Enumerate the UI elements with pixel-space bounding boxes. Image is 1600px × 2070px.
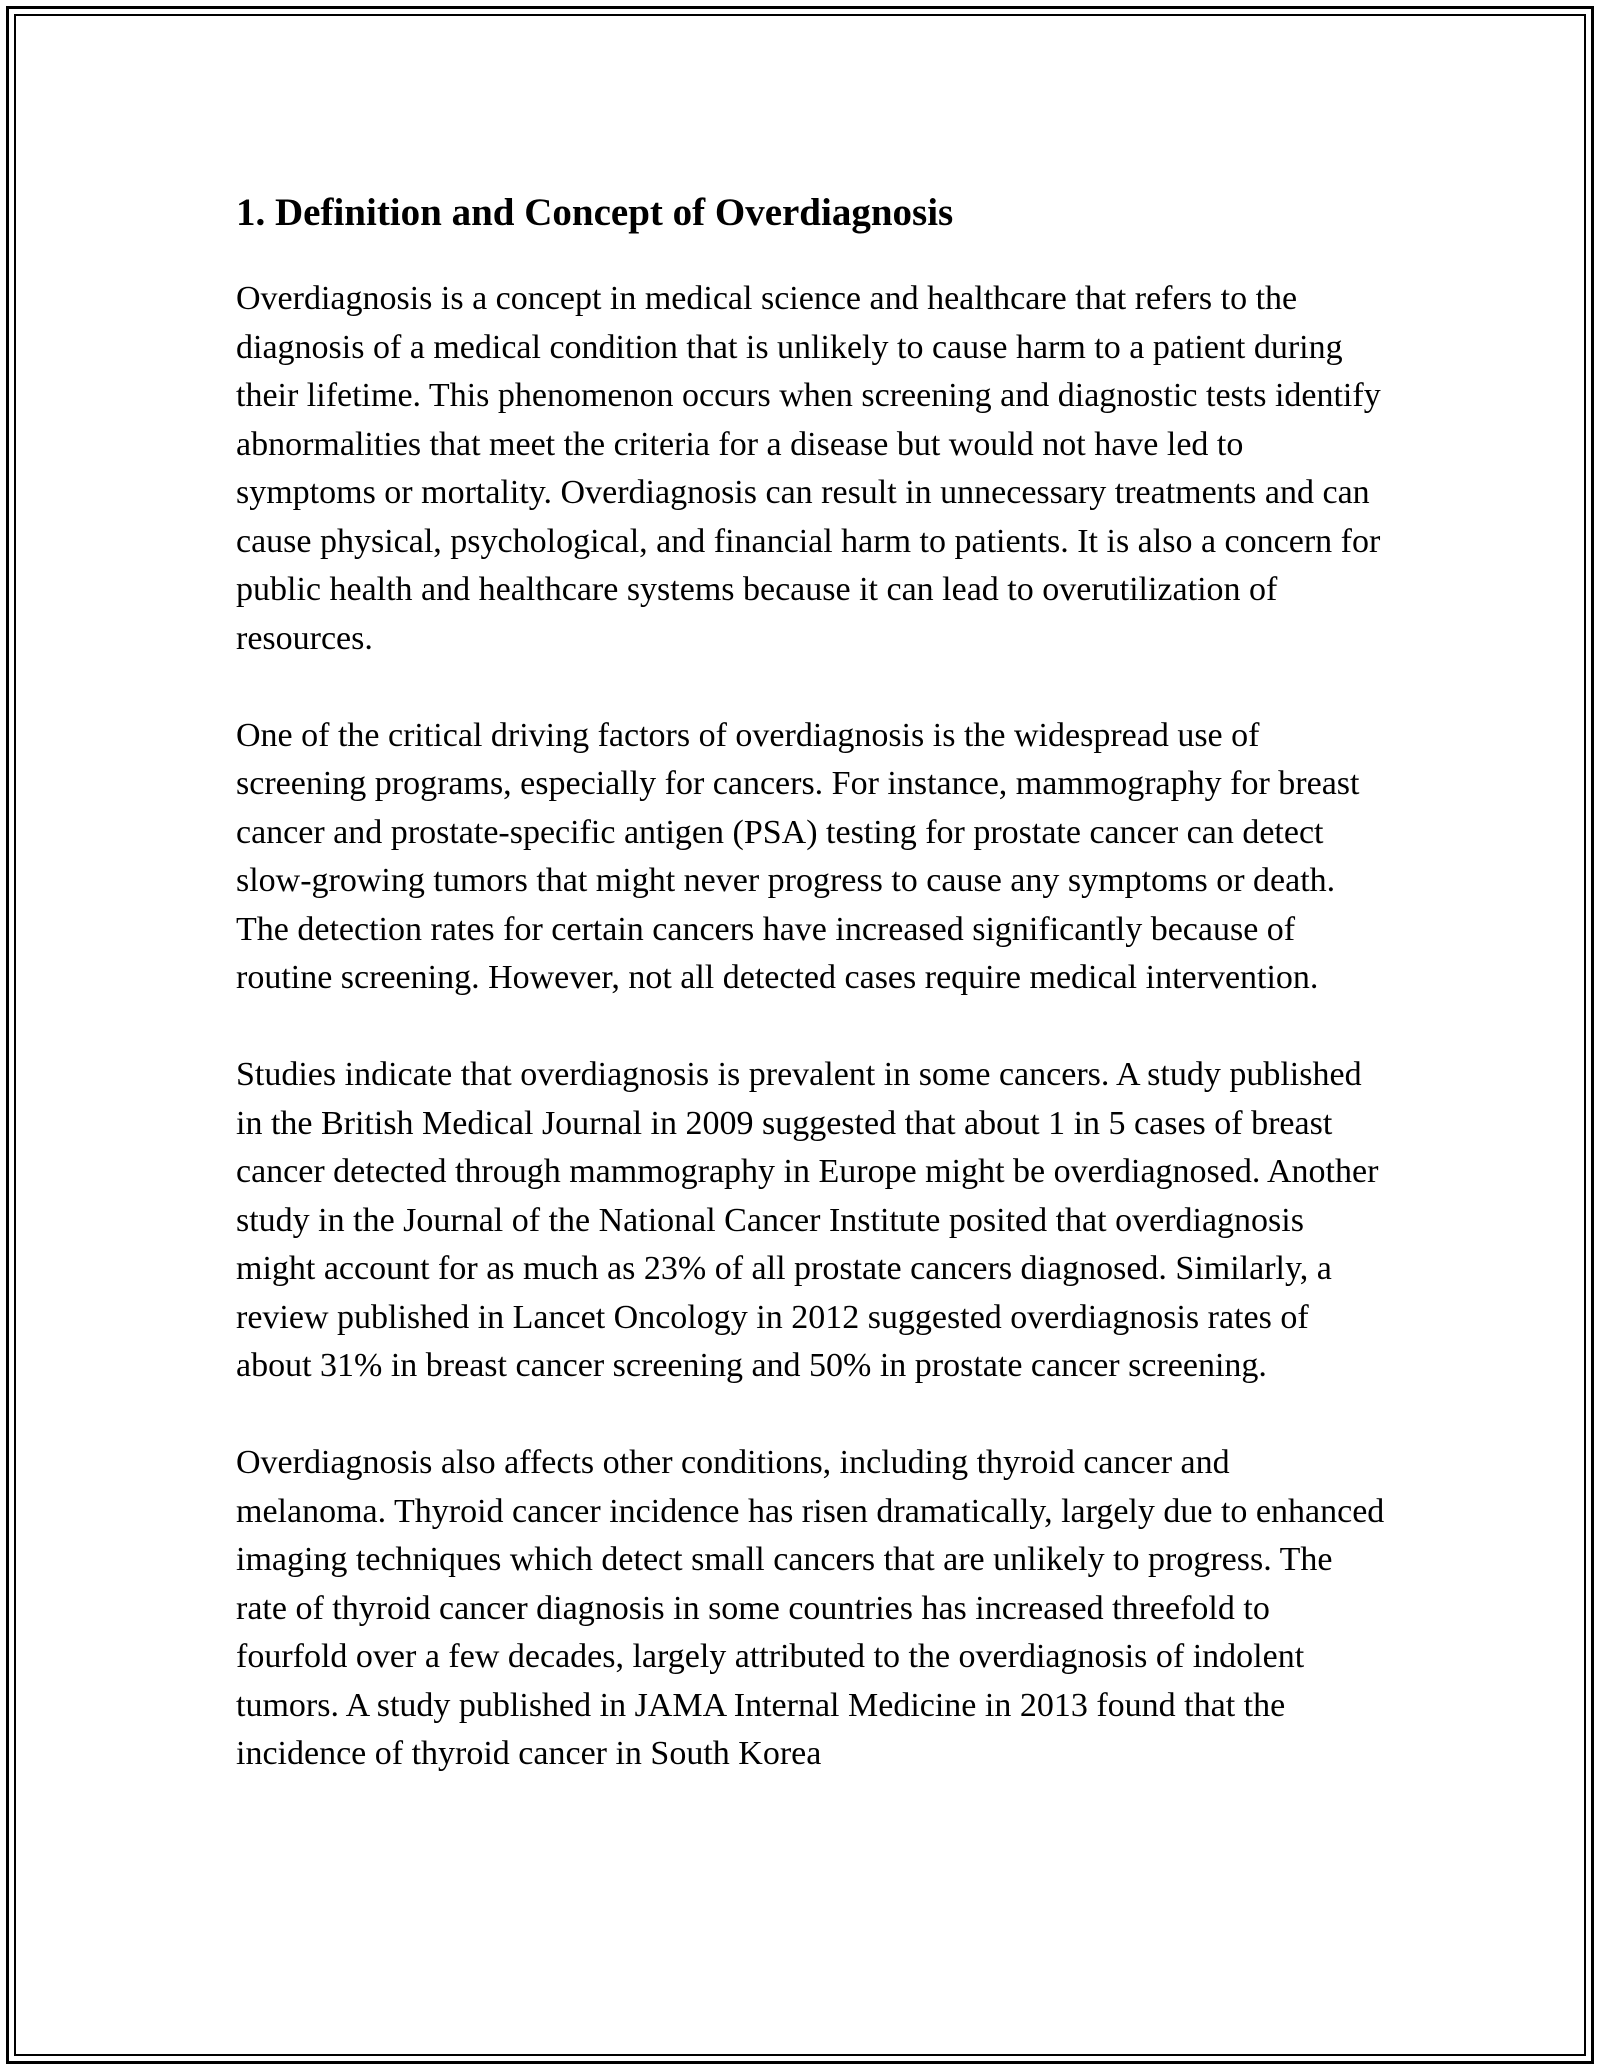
paragraph-1: Overdiagnosis is a concept in medical science and healthcare that refers to the diagnosis of a medical condition that is unlikely to cause harm to a patient during their lifetime. This phenomenon occurs when screening and diagnostic tests identify abnormalities that meet the criteria for a disease but would not have led to symptoms or mortality. Overdiagnosis can result in unnecessary treatments and can cause physical, psychological, and financial harm to patients. It is also a concern for public health and healthcare systems because it can lead to overutilization of resources. (236, 280, 1381, 657)
section-heading: 1. Definition and Concept of Overdiagnosis (236, 191, 954, 234)
paragraph-2: One of the critical driving factors of overdiagnosis is the widespread use of screening programs, especially for cancers. For instance, mammography for breast cancer and prostate-specific antigen (PSA) testing for prostate cancer can detect slow-growing tumors that might never progress to cause any symptoms or death. The detection rates for certain cancers have increased significantly because of routine screening. However, not all detected cases require medical intervention. (236, 716, 1360, 996)
paragraph-4: Overdiagnosis also affects other conditions, including thyroid cancer and melanoma. Thyroid cancer incidence has risen dramatically, largely due to enhanced imaging techniques which detect small cancers that are unlikely to progress. The rate of thyroid cancer diagnosis in some countries has increased threefold to fourfold over a few decades, largely attributed to the overdiagnosis of indolent tumors. A study published in JAMA Internal Medicine in 2013 found that the incidence of thyroid cancer in South Korea (236, 1444, 1385, 1772)
paragraph-3: Studies indicate that overdiagnosis is prevalent in some cancers. A study published in the British Medical Journal in 2009 suggested that about 1 in 5 cases of breast cancer detected through mammography in Europe might be overdiagnosed. Another study in the Journal of the National Cancer Institute posited that overdiagnosis might account for as much as 23% of all prostate cancers diagnosed. Similarly, a review published in Lancet Oncology in 2012 suggested overdiagnosis rates of about 31% in breast cancer screening and 50% in prostate cancer screening. (236, 1056, 1379, 1384)
document-body (236, 183, 1386, 1779)
